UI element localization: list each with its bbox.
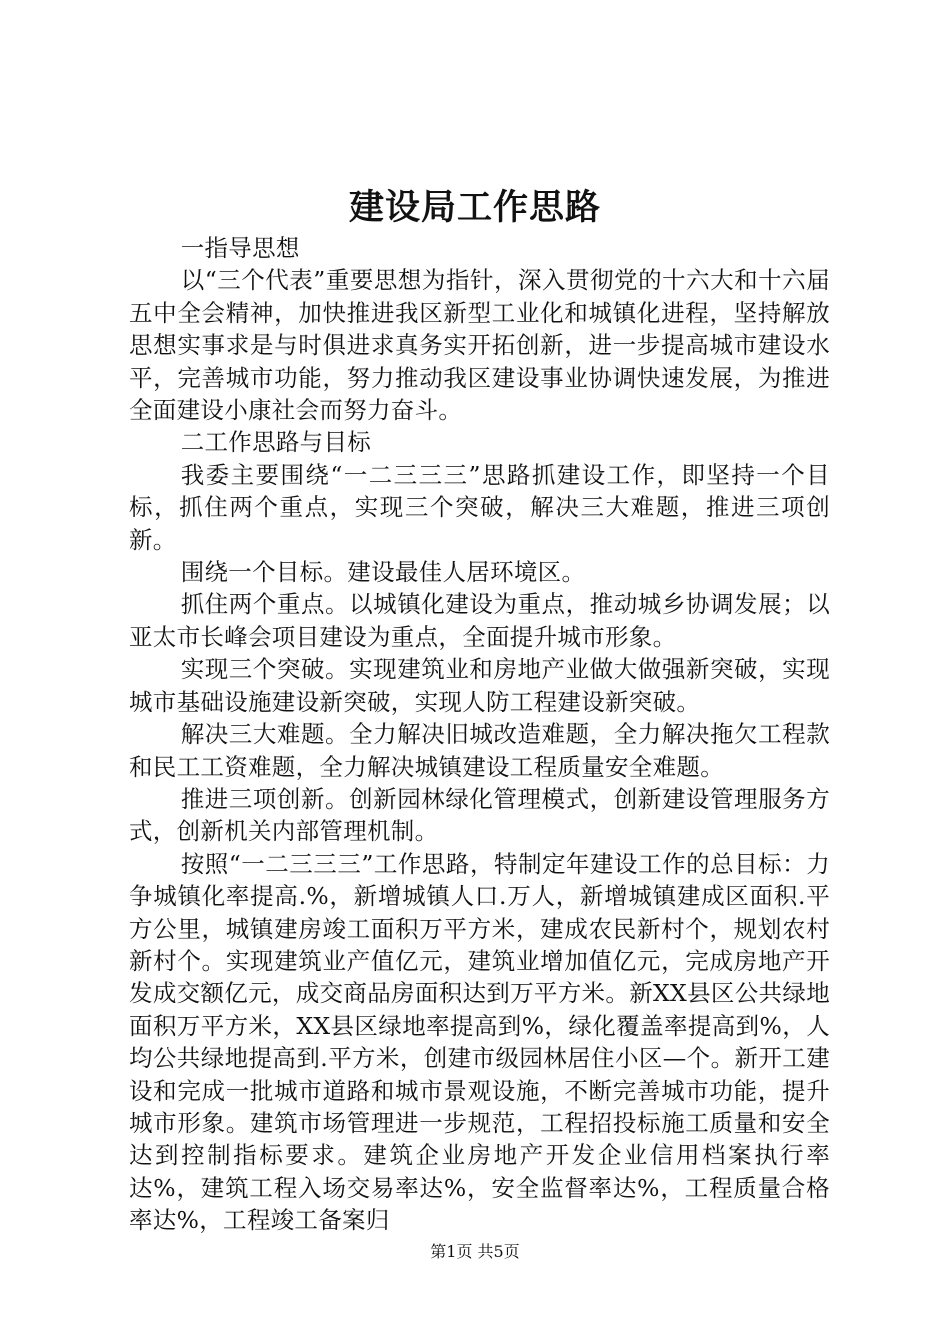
page-number-footer: 第1页 共5页 bbox=[430, 1242, 520, 1261]
paragraph-three-breakthroughs: 实现三个突破。实现建筑业和房地产业做大做强新突破，实现城市基础设施建设新突破，实现人防工程建设新突破。 bbox=[129, 655, 830, 716]
paragraph-work-ideas: 我委主要围绕“一二三三三”思路抓建设工作，即坚持一个目标，抓住两个重点，实现三个突破，解决三大难题，推进三项创新。 bbox=[129, 460, 830, 554]
paragraph-two-focuses: 抓住两个重点。以城镇化建设为重点，推动城乡协调发展；以亚太市长峰会项目建设为重点，全面提升城市形象。 bbox=[129, 590, 830, 651]
paragraph-three-problems: 解决三大难题。全力解决旧城改造难题，全力解决拖欠工程款和民工工资难题，全力解决城镇建设工程质量安全难题。 bbox=[129, 720, 830, 781]
paragraph-overall-targets: 按照“一二三三三”工作思路，特制定年建设工作的总目标：力争城镇化率提高.%，新增城镇人口.万人，新增城镇建成区面积.平方公里，城镇建房竣工面积万平方米，建成农民新村个，规划农村新村个。实现建筑业产值亿元，建筑业增加值亿元，完成房地产开发成交额亿元，成交商品房面积达到万平方米。新XX县区公共绿地面积万平方米，XX县区绿地率提高到%，绿化覆盖率提高到%，人均公共绿地提高到.平方米，创建市级园林居住小区—个。新开工建设和完成一批城市道路和城市景观设施，不断完善城市功能，提升城市形象。建筑市场管理进一步规范，工程招投标施工质量和安全达到控制指标要求。建筑企业房地产开发企业信用档案执行率达%，建筑工程入场交易率达%，安全监督率达%，工程质量合格率达%，工程竣工备案归 bbox=[129, 849, 830, 1235]
paragraph-three-innovations: 推进三项创新。创新园林绿化管理模式，创新建设管理服务方式，创新机关内部管理机制。 bbox=[129, 784, 830, 846]
paragraph-one-goal: 围绕一个目标。建设最佳人居环境区。 bbox=[180, 558, 586, 587]
section-heading-guiding-ideology: 一指导思想 bbox=[180, 234, 300, 262]
document-title: 建设局工作思路 bbox=[348, 187, 601, 228]
document-body bbox=[129, 232, 830, 1237]
paragraph-guiding-ideology: 以“三个代表”重要思想为指针，深入贯彻党的十六大和十六届五中全会精神，加快推进我区新型工业化和城镇化进程，坚持解放思想实事求是与时俱进求真务实开拓创新，进一步提高城市建设水平，完善城市功能，努力推动我区建设事业协调快速发展，为推进全面建设小康社会而努力奋斗。 bbox=[129, 266, 830, 425]
section-heading-work-ideas-goals: 二工作思路与目标 bbox=[180, 428, 372, 457]
